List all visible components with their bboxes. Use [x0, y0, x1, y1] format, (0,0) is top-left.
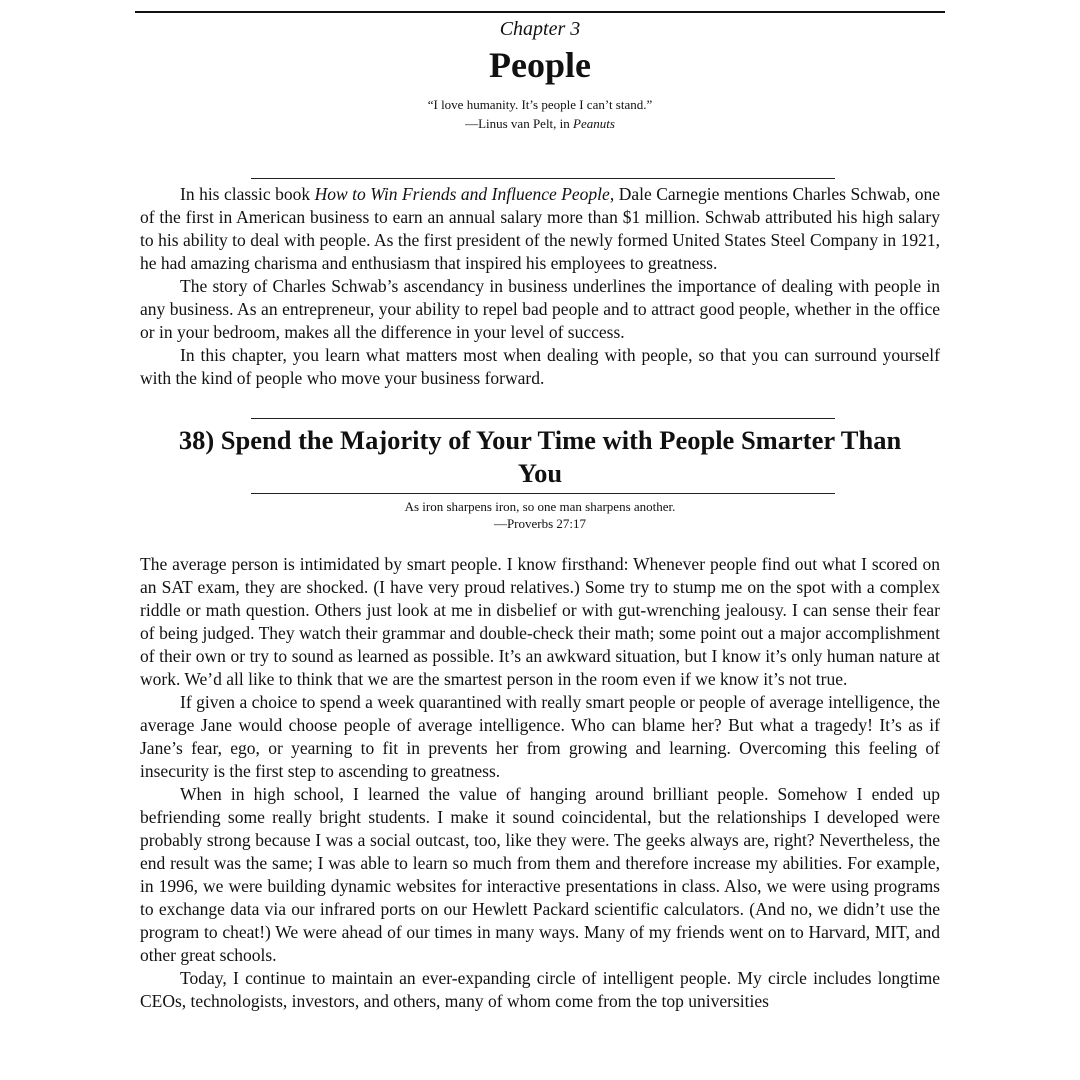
- chapter-label: Chapter 3: [499, 18, 581, 40]
- divider-rule: [251, 493, 835, 494]
- section-heading: [140, 424, 940, 490]
- section-heading-line-1: 38) Spend the Majority of Your Time with People Smarter Than: [178, 425, 902, 455]
- intro-p1-rest: , Dale Carnegie mentions Charles Schwab, one of the first in American business to earn an annual salary more than $1 million. Schwab attributed his high salary to his ability to deal with people. As the first president of the newly formed United States Steel Company in 1921, he had amazing charisma and enthusiasm that inspired his employees to greatness.: [140, 184, 940, 273]
- chapter-title: People: [489, 45, 591, 85]
- book-title: How to Win Friends and Influence People: [314, 184, 610, 204]
- body-paragraph: The average person is intimidated by smart people. I know firsthand: Whenever people find out what I scored on an SAT exam, they are shocked. (I have very proud relatives.) Some try to stump me on the spot with a complex riddle or math question. Others just look at me in disbelief or with gut-wrenching jealousy. I can sense their fear of being judged. They watch their grammar and double-check their math; some point out a major accomplishment of their own or try to sound as learned as possible. It’s an awkward situation, but I know it’s only human nature at work. We’d all like to think that we are the smartest person in the room even if we know it’s not true.: [140, 554, 940, 689]
- intro-paragraph-2: The story of Charles Schwab’s ascendancy in business underlines the importance of dealing with people in any business. As an entrepreneur, your ability to repel bad people and to attract good people, whether in the office or in your bedroom, makes all the difference in your level of success.: [140, 276, 940, 342]
- section-epigraph-attribution: —Proverbs 27:17: [493, 516, 587, 531]
- intro-paragraph-3: In this chapter, you learn what matters most when dealing with people, so that you can surround yourself with the kind of people who move your business forward.: [140, 345, 940, 388]
- attribution-prefix: —Linus van Pelt, in: [465, 116, 574, 131]
- body-paragraph: Today, I continue to maintain an ever-expanding circle of intelligent people. My circle includes longtime CEOs, technologists, investors, and others, many of whom come from the top universities: [140, 968, 940, 1011]
- section-heading-line-2: You: [517, 458, 563, 488]
- section-body: [140, 553, 940, 1013]
- section-epigraph-quote: As iron sharpens iron, so one man sharpens another.: [404, 499, 676, 514]
- intro-paragraph-1: [140, 183, 940, 275]
- intro-p1-prefix: In his classic book: [180, 184, 315, 204]
- divider-rule: [251, 178, 835, 179]
- body-paragraph: When in high school, I learned the value of hanging around brilliant people. Somehow I ended up befriending some really bright students. I make it sound coincidental, but the relationships I developed were probably strong because I was a social outcast, too, like they were. The geeks always are, right? Nevertheless, the end result was the same; I was able to learn so much from them and therefore increase my abilities. For example, in 1996, we were building dynamic websites for interactive presentations in class. Also, we were using programs to exchange data via our infrared ports on our Hewlett Packard scientific calculators. (And no, we didn’t use the program to cheat!) We were ahead of our times in many ways. Many of my friends went on to Harvard, MIT, and other great schools.: [140, 784, 940, 965]
- chapter-epigraph-attribution: [0, 115, 1080, 133]
- chapter-intro: [140, 183, 940, 390]
- chapter-epigraph-quote: “I love humanity. It’s people I can’t stand.”: [427, 97, 653, 112]
- divider-rule: [251, 418, 835, 419]
- attribution-source: Peanuts: [573, 116, 615, 131]
- body-paragraph: If given a choice to spend a week quarantined with really smart people or people of average intelligence, the average Jane would choose people of average intelligence. Who can blame her? But what a tragedy! It’s as if Jane’s fear, ego, or yearning to fit in prevents her from growing and learning. Overcoming this feeling of insecurity is the first step to ascending to greatness.: [140, 692, 940, 781]
- top-page-rule: [135, 11, 945, 13]
